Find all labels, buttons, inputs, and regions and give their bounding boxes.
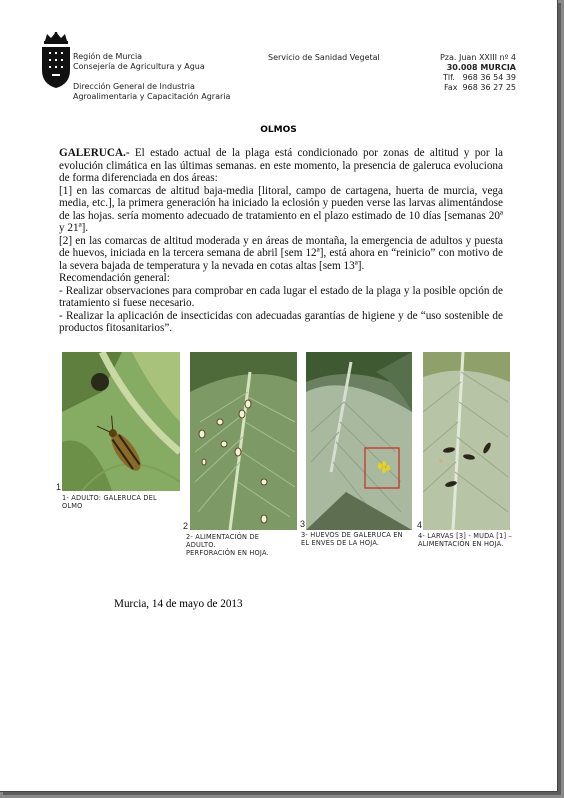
address-street: Pza. Juan XXIII nº 4 (439, 53, 516, 62)
service-name: Servicio de Sanidad Vegetal (268, 53, 380, 62)
caption-2-line-3: PERFORACIÓN EN HOJA. (186, 549, 269, 557)
photo-number-4: 4 (417, 520, 423, 530)
photo-caption-4 (418, 532, 512, 548)
org-department: Consejería de Agricultura y Agua (73, 62, 205, 71)
photo-caption-1 (62, 494, 157, 510)
caption-2-line-1: 2- ALIMENTACIÓN DE (186, 533, 260, 541)
caption-2-line-2: ADULTO. (186, 541, 216, 549)
caption-3-line-1: 3- HUEVOS DE GALERUCA EN (301, 531, 403, 539)
photo-larvae (423, 352, 510, 530)
photo-number-2: 2 (183, 521, 189, 531)
area-2-paragraph: [2] en las comarcas de altitud moderada y en áreas de montaña, la emergencia de adultos y puesta de huevos, iniciada en la tercera semana de abril [sem 12ª], está ahora en “reinicio” con motivo de la severa bajada de temperatura y la nevada en cotas altas [sem 13ª]. (59, 234, 503, 272)
org-name: Región de Murcia (73, 52, 143, 61)
caption-1-line-2: OLMO (62, 502, 83, 510)
photo-caption-3 (301, 531, 403, 547)
photo-feeding-holes (190, 352, 297, 530)
dept-line-2: Agroalimentaria y Capacitación Agraria (73, 92, 231, 101)
address-block (440, 53, 516, 93)
photo-eggs (306, 352, 412, 530)
dept-line-1: Dirección General de Industria (73, 82, 195, 91)
caption-1-line-1: 1- ADULTO: GALERUCA DEL (62, 494, 157, 502)
caption-4-line-2: ALIMENTACIÓN EN HOJA. (418, 540, 504, 548)
intro-paragraph (59, 147, 503, 185)
pest-name: GALERUCA.- (59, 147, 130, 159)
recommendation-2: - Realizar la aplicación de insecticidas con adecuadas garantías de higiene y de “uso sostenible de productos fitosanitarios”. (59, 309, 503, 334)
org-block (73, 52, 205, 72)
area-1-paragraph: [1] en las comarcas de altitud baja-media [litoral, campo de cartagena, huerta de murcia, vega media, etc.], la primera generación ha iniciado la eclosión y pueden verse las larvas alimentándose de las hojas. sería momento adecuado de tratamiento en el plazo estimado de 10 días [semanas 20ª y 21ª]. (59, 184, 503, 234)
photo-adult-beetle (62, 352, 180, 491)
signature-date: Murcia, 14 de mayo de 2013 (114, 598, 243, 610)
dept-block (73, 82, 230, 102)
coat-of-arms-logo (40, 32, 72, 90)
intro-text: El estado actual de la plaga está condicionado por zonas de altitud y por la evolución climática en las últimas semanas. en este momento, la presencia de galeruca evoluciona de forma diferenciada en dos áreas: (59, 147, 503, 184)
caption-4-line-1: 4- LARVAS [3] - MUDA [1] – (418, 532, 513, 540)
caption-3-line-2: EL ENVÉS DE LA HOJA. (301, 539, 380, 547)
document-title: OLMOS (260, 125, 297, 135)
address-city: 30.008 MURCIA (446, 63, 516, 72)
fax: Fax 968 36 27 25 (443, 83, 516, 92)
recommendation-heading: Recomendación general: (59, 272, 170, 284)
photo-caption-2 (186, 533, 269, 557)
document-body (59, 147, 503, 335)
phone: Tlf. 968 36 54 39 (443, 73, 516, 82)
photo-number-1: 1 (56, 482, 62, 492)
recommendation-1: - Realizar observaciones para comprobar en cada lugar el estado de la plaga y la posible opción de tratamiento si fuese necesario. (59, 284, 503, 309)
photo-number-3: 3 (300, 519, 306, 529)
